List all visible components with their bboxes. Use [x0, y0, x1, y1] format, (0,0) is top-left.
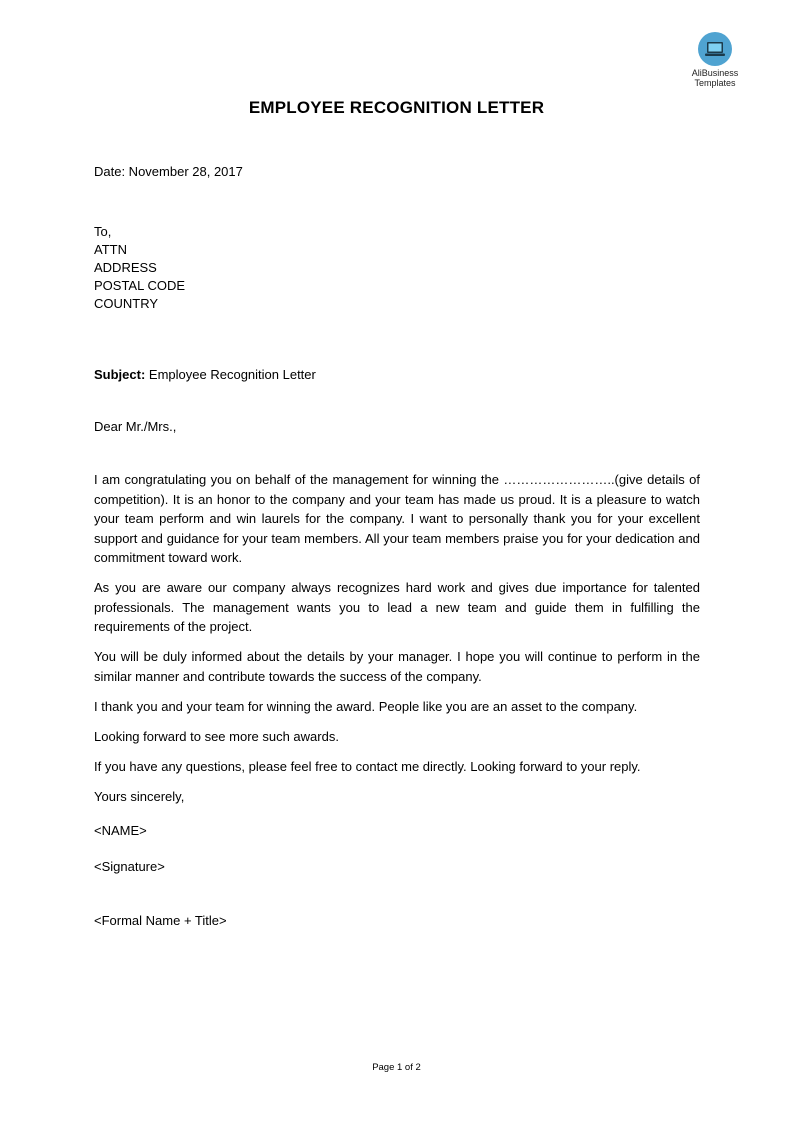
address-street: ADDRESS — [94, 260, 157, 275]
body-paragraph-1: I am congratulating you on behalf of the management for winning the ……………………..(give details of competition). It is an honor to the company and your team has made us proud. It is a pleasure to watch your team perform and win laurels for the company. I want to personally thank you for your excellent support and guidance for your team members. All your team members praise you for your dedication and commitment toward work. — [94, 472, 700, 565]
date-line: Date: November 28, 2017 — [94, 164, 243, 179]
logo-line-1: AliBusiness — [691, 68, 739, 78]
formal-name-placeholder: <Formal Name + Title> — [94, 913, 227, 928]
body-paragraph-6: If you have any questions, please feel free to contact me directly. Looking forward to your reply. — [94, 759, 641, 774]
subject-label: Subject: — [94, 367, 146, 382]
closing: Yours sincerely, — [94, 789, 185, 804]
page-title: EMPLOYEE RECOGNITION LETTER — [248, 98, 545, 117]
salutation: Dear Mr./Mrs., — [94, 419, 177, 434]
company-logo — [683, 32, 747, 88]
body-paragraph-4: I thank you and your team for winning the award. People like you are an asset to the company. — [94, 699, 638, 714]
subject-line — [94, 366, 316, 384]
address-postal-code: POSTAL CODE — [94, 278, 186, 293]
address-attn: ATTN — [94, 242, 127, 257]
address-to: To, — [94, 224, 112, 239]
body-paragraph-2: As you are aware our company always recognizes hard work and gives due importance for talented professionals. The management wants you to lead a new team and guide them in fulfilling the requirements of the project. — [94, 580, 700, 634]
logo-line-2: Templates — [694, 78, 736, 88]
signature-placeholder: <Signature> — [94, 859, 165, 874]
logo-badge — [698, 32, 732, 66]
address-country: COUNTRY — [94, 296, 159, 311]
body-paragraph-5: Looking forward to see more such awards. — [94, 729, 339, 744]
body-paragraph-3: You will be duly informed about the details by your manager. I hope you will continue to perform in the similar manner and contribute towards the success of the company. — [94, 649, 700, 684]
page-number: Page 1 of 2 — [372, 1062, 421, 1073]
laptop-icon — [705, 41, 725, 57]
subject-text: Employee Recognition Letter — [148, 367, 316, 382]
name-placeholder: <NAME> — [94, 823, 147, 838]
